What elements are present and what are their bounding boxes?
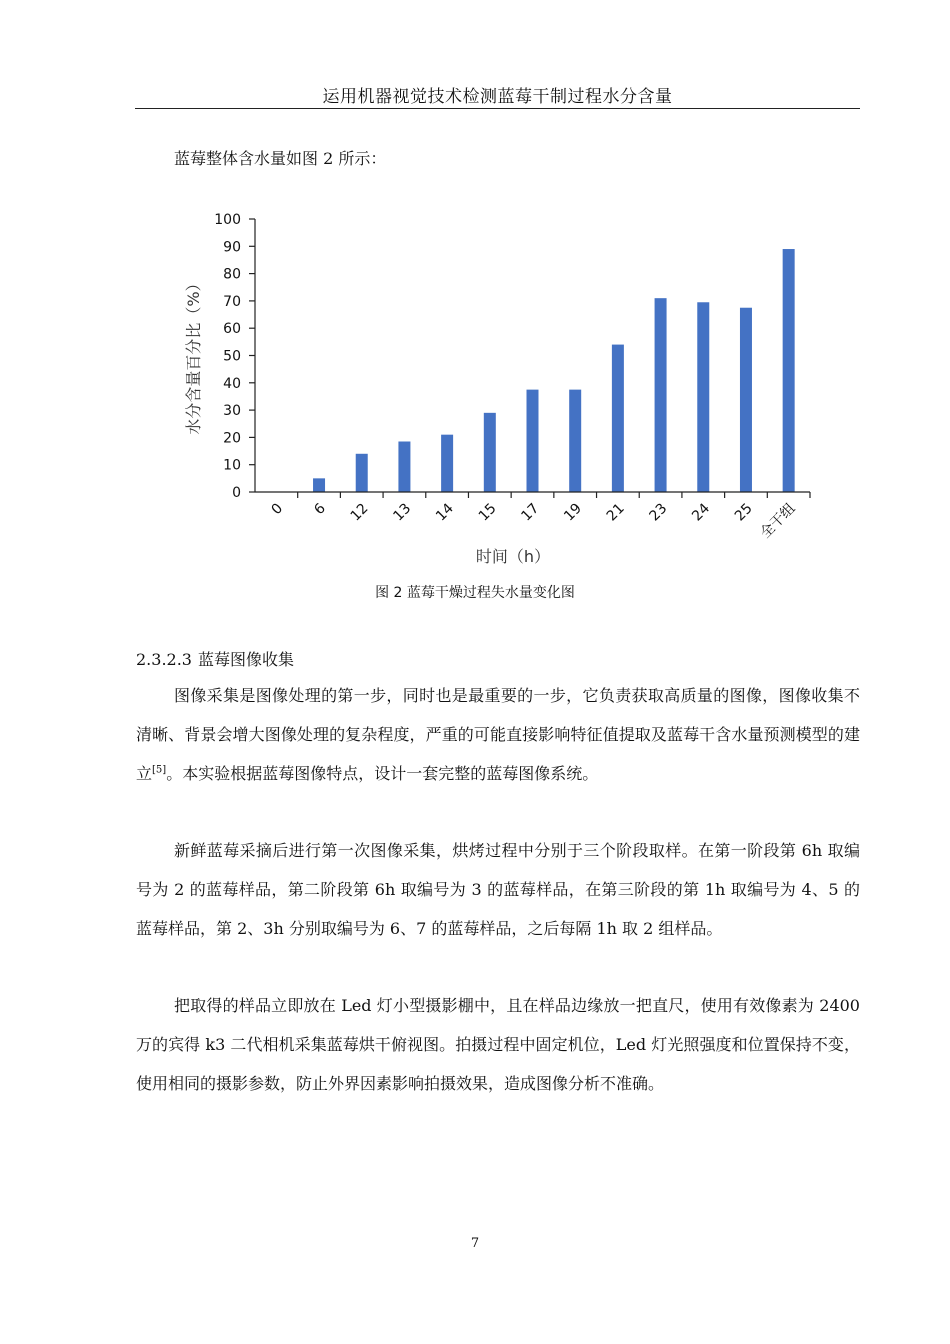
section-title: 蓝莓图像收集: [197, 650, 294, 669]
x-tick-label: 6: [311, 500, 329, 519]
y-tick-label: 20: [223, 430, 241, 447]
bar-6: [313, 478, 325, 492]
x-tick-label: 14: [433, 500, 457, 525]
x-tick-label: 0: [268, 500, 287, 519]
header-rule: [135, 108, 860, 109]
bar-14: [441, 435, 453, 492]
bar-23: [655, 298, 667, 492]
paragraph-sampling: 新鲜蓝莓采摘后进行第一次图像采集，烘烤过程中分别于三个阶段取样。在第一阶段第 6h 取编号为 2 的蓝莓样品，第二阶段第 6h 取编号为 3 的蓝莓样品，在第三阶段的第 1h 取编号为 4、5 的蓝莓样品，第 2、3h 分别取编号为 6、7 的蓝莓样品，之后每隔 1h 取 2 组样品。: [136, 841, 860, 938]
page-number: 7: [470, 1236, 480, 1251]
paragraph-image-acquisition: [136, 676, 860, 793]
y-tick-label: 0: [232, 485, 241, 501]
figure-intro-text: 蓝莓整体含水量如图 2 所示：: [174, 149, 387, 168]
y-tick-label: 30: [223, 403, 241, 420]
x-tick-label: 21: [603, 500, 628, 525]
bar-21: [612, 345, 624, 492]
bar-25: [740, 308, 752, 492]
x-tick-label: 25: [731, 500, 756, 525]
citation-ref: [5]: [152, 764, 167, 776]
bar-15: [484, 413, 496, 492]
y-tick-label: 60: [223, 321, 241, 338]
x-tick-label: 13: [390, 500, 415, 525]
bar-19: [569, 390, 581, 492]
x-axis-ticks: [269, 492, 810, 542]
x-tick-label: 12: [347, 500, 372, 525]
bar-全干组: [783, 249, 795, 492]
x-tick-label: 全干组: [757, 500, 799, 542]
bar-17: [527, 390, 539, 492]
running-header: 运用机器视觉技术检测蓝莓干制过程水分含量: [322, 87, 673, 107]
paragraph-text-tail: 。本实验根据蓝莓图像特点，设计一套完整的蓝莓图像系统。: [166, 764, 599, 783]
y-tick-label: 10: [223, 457, 241, 474]
y-tick-label: 100: [214, 212, 241, 228]
y-tick-label: 80: [223, 266, 241, 283]
y-axis-ticks: [214, 212, 255, 501]
water-content-bar-chart: [160, 200, 840, 580]
bar-13: [398, 441, 410, 492]
bar-24: [697, 302, 709, 492]
bar-12: [356, 454, 368, 492]
section-heading: [136, 647, 294, 670]
chart-bars: [313, 249, 795, 492]
x-tick-label: 24: [689, 500, 714, 525]
figure-caption: 图 2 蓝莓干燥过程失水量变化图: [375, 585, 575, 601]
section-number: 2.3.2.3: [136, 650, 192, 669]
y-tick-label: 40: [223, 375, 241, 392]
y-tick-label: 70: [223, 293, 241, 310]
x-tick-label: 19: [561, 500, 586, 525]
paragraph-photography: 把取得的样品立即放在 Led 灯小型摄影棚中，且在样品边缘放一把直尺，使用有效像素为 2400 万的宾得 k3 二代相机采集蓝莓烘干俯视图。拍摄过程中固定机位，Led 灯光照强度和位置保持不变，使用相同的摄影参数，防止外界因素影响拍摄效果，造成图像分析不准确。: [136, 996, 860, 1093]
y-axis-label: 水分含量百分比（%）: [184, 275, 203, 435]
x-tick-label: 17: [518, 500, 543, 525]
paragraph-text: 图像采集是图像处理的第一步，同时也是最重要的一步，它负责获取高质量的图像，图像收集不清晰、背景会增大图像处理的复杂程度，严重的可能直接影响特征值提取及蓝莓干含水量预测模型的建立: [136, 686, 860, 783]
x-tick-label: 15: [475, 500, 500, 525]
x-axis-label: 时间（h）: [475, 547, 551, 566]
y-tick-label: 90: [223, 239, 241, 256]
y-tick-label: 50: [223, 348, 241, 365]
x-tick-label: 23: [646, 500, 671, 525]
